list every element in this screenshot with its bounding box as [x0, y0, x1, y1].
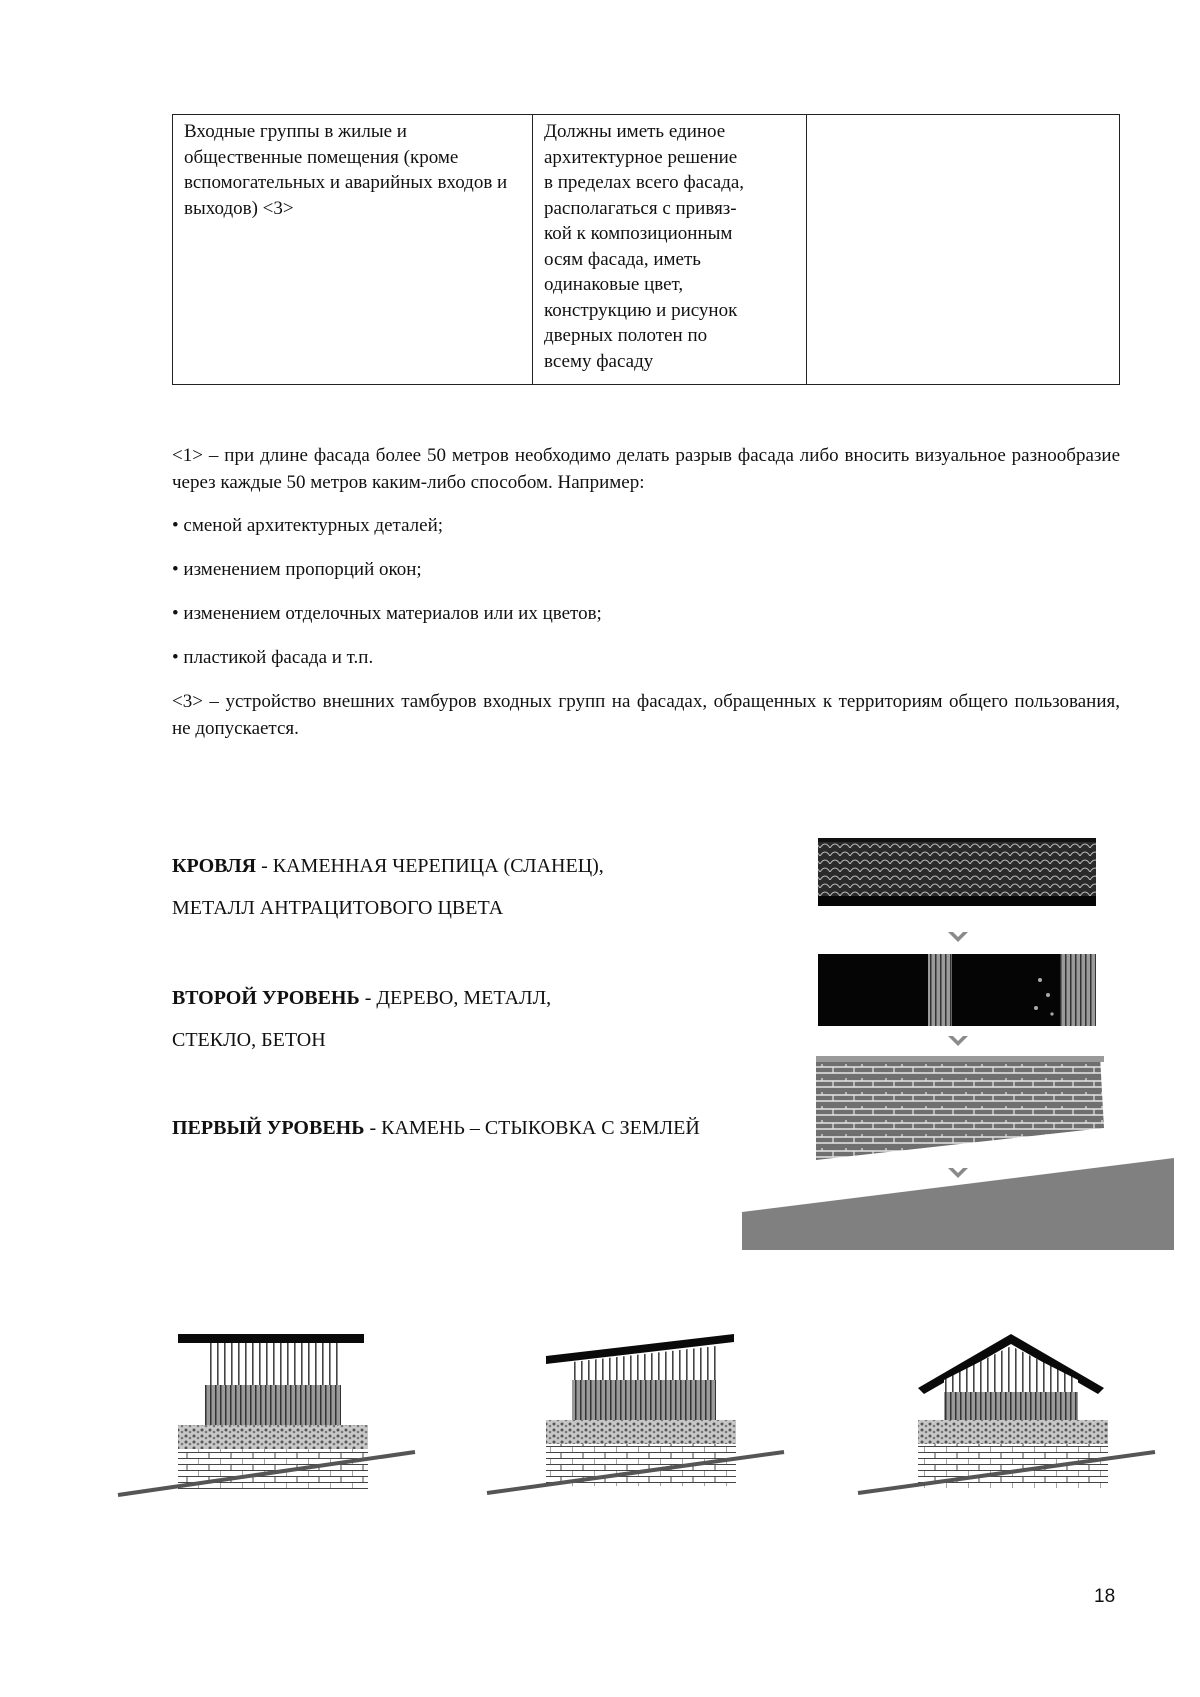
requirement-line: конструкцию и рисунок [544, 299, 738, 321]
requirement-line: архитектурное решение [544, 146, 738, 168]
second-level-heading: ВТОРОЙ УРОВЕНЬ [172, 987, 360, 1009]
bullet-item: • сменой архитектурных деталей; [172, 515, 444, 536]
roof-material-swatch [818, 838, 1096, 906]
bullet-item: • изменением пропорций окон; [172, 559, 422, 580]
requirement-line: располагаться с привяз- [544, 197, 737, 219]
footnote-1: <1> – при длине фасада более 50 метров необходимо делать разрыв фасада либо вносить визуальное разнообразие через каждые 50 метров каким-либо способом. Например: [172, 445, 1120, 493]
footnote-3: <3> – устройство внешних тамбуров входных групп на фасадах, обращенных к территориям общего пользования, не допускается. [172, 691, 1120, 739]
roof-materials: - КАМЕННАЯ ЧЕРЕПИЦА (СЛАНЕЦ), [256, 855, 604, 877]
roof-label-line2: МЕТАЛЛ АНТРАЦИТОВОГО ЦВЕТА [172, 897, 504, 919]
requirement-line: дверных полотен по [544, 325, 708, 346]
house-shed-roof [487, 1334, 784, 1493]
house-gable-roof [858, 1334, 1155, 1493]
requirement-line: одинаковые цвет, [544, 274, 684, 295]
chevron-down-icon [948, 932, 968, 942]
first-level-materials: - КАМЕНЬ – СТЫКОВКА С ЗЕМЛЕЙ [364, 1117, 700, 1139]
bullet-item: • изменением отделочных материалов или их цветов; [172, 603, 602, 624]
requirement-line: Должны иметь единое [544, 121, 726, 142]
ground-slope [742, 1158, 1174, 1250]
second-level-material-swatch [818, 954, 1096, 1026]
bullet-item: • пластикой фасада и т.п. [172, 647, 374, 668]
requirement-line: в пределах всего фасада, [544, 172, 745, 193]
requirement-line: кой к композиционным [544, 223, 733, 244]
chevron-down-icon [948, 1168, 968, 1178]
first-level-heading: ПЕРВЫЙ УРОВЕНЬ [172, 1117, 365, 1139]
second-level-label-line2: СТЕКЛО, БЕТОН [172, 1029, 326, 1051]
element-cell: Входные группы в жилые и общественные помещения (кроме вспомогательных и аварийных входов и выходов) <3> [173, 115, 533, 385]
first-level-material-swatch [816, 1056, 1104, 1160]
roof-heading: КРОВЛЯ [172, 855, 257, 877]
requirement-line: всему фасаду [544, 350, 654, 372]
page-number: 18 [1094, 1586, 1116, 1607]
chevron-down-icon [948, 1036, 968, 1046]
requirement-line: осям фасада, иметь [544, 248, 701, 270]
second-level-materials: - ДЕРЕВО, МЕТАЛЛ, [359, 987, 552, 1009]
house-flat-roof [118, 1334, 415, 1495]
